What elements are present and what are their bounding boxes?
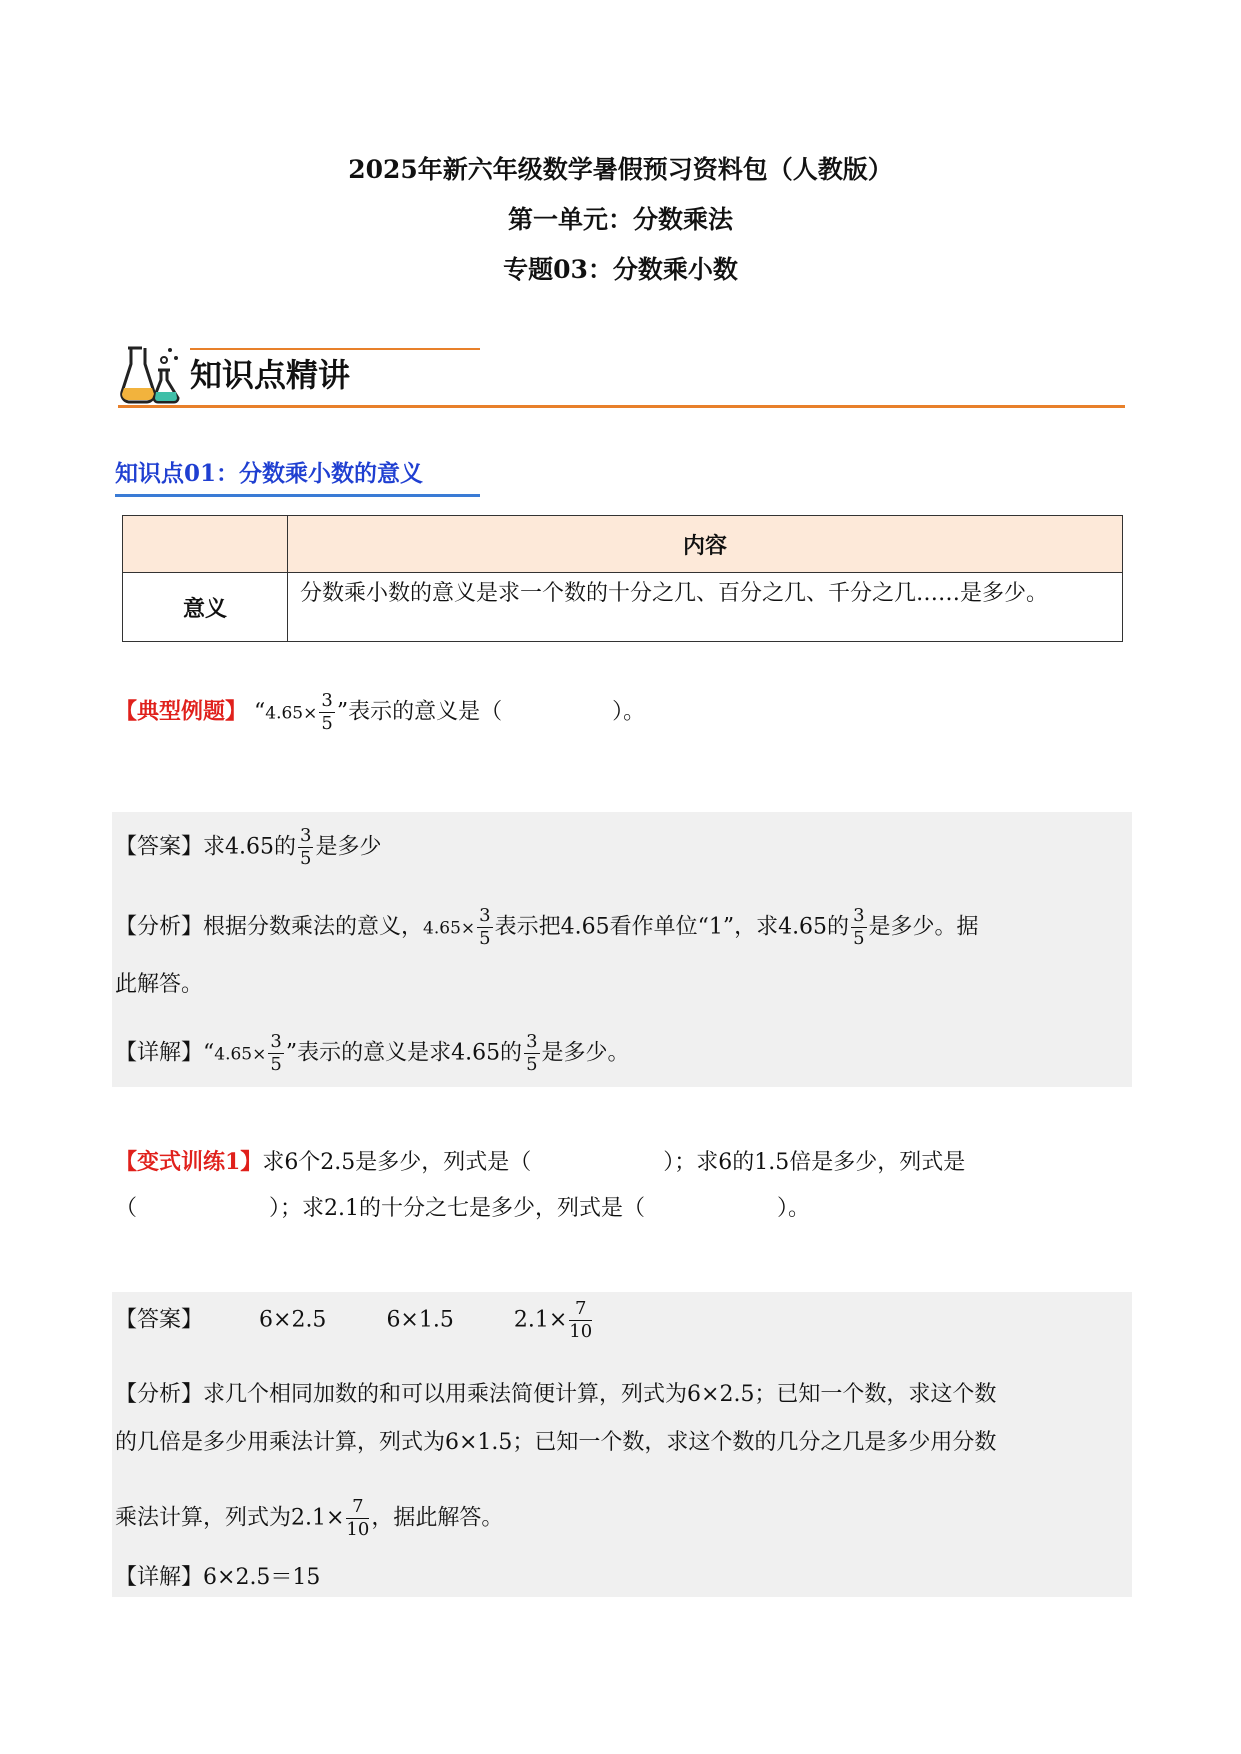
table-header-row <box>123 516 1123 573</box>
example-tag: 【典型例题】 <box>115 698 248 725</box>
variant-answer-3: 2.1× <box>513 1307 568 1333</box>
section-banner <box>118 338 1125 410</box>
table-row <box>123 573 1123 642</box>
answer-text-end: 是多少 <box>315 834 382 860</box>
detail-fraction-1: $\frac{3}{5}$ <box>270 1031 282 1075</box>
variant-analysis-line1 <box>115 1380 996 1410</box>
answer-fraction: $\frac{3}{5}$ <box>300 825 312 869</box>
analysis-fraction-1: $\frac{3}{5}$ <box>479 905 491 949</box>
analysis-expr: 4.65× <box>423 918 476 939</box>
example-answer <box>115 827 381 868</box>
knowledge-table <box>122 515 1123 642</box>
analysis-tag: 【分析】 <box>115 914 204 940</box>
example-quote-open: “ <box>254 699 266 725</box>
variant-question-line2: （ ）；求2.1的十分之七是多少，列式是（ ）。 <box>115 1196 810 1221</box>
analysis-text-2: 表示把4.65看作单位“1”，求4.65的 <box>494 914 850 940</box>
answer-tag: 【答案】 <box>115 834 204 860</box>
example-detail <box>115 1033 630 1074</box>
knowledge-point-underline <box>115 494 480 497</box>
variant-tag: 【变式训练1】 <box>115 1149 263 1175</box>
variant-analysis-line3 <box>115 1498 503 1539</box>
detail-expr: 4.65× <box>214 1044 267 1065</box>
knowledge-point-heading: 知识点01：分数乘小数的意义 <box>115 460 424 487</box>
variant-text-1: 求6个2.5是多少，列式是（ ）；求6的1.5倍是多少，列式是 <box>262 1150 966 1175</box>
variant-question-line1 <box>115 1147 965 1178</box>
variant-analysis-text-3-end: ，据此解答。 <box>371 1505 504 1531</box>
variant-answer-fraction: $\frac{7}{10}$ <box>569 1298 593 1342</box>
analysis-text-1: 根据分数乘法的意义， <box>203 914 424 940</box>
variant-detail <box>115 1563 320 1593</box>
example-question <box>115 692 645 733</box>
topic-title: 专题03：分数乘小数 <box>503 255 738 284</box>
analysis-fraction-2: $\frac{3}{5}$ <box>853 905 865 949</box>
variant-answer-1: 6×2.5 <box>259 1307 327 1333</box>
example-analysis <box>115 907 979 948</box>
detail-text-2: ”表示的意义是求4.65的 <box>285 1040 523 1066</box>
variant-answer-2: 6×1.5 <box>386 1307 454 1333</box>
variant-analysis-text-3: 乘法计算，列式为2.1× <box>115 1505 345 1531</box>
variant-detail-tag: 【详解】 <box>115 1565 204 1590</box>
answer-text: 求4.65的 <box>203 834 297 860</box>
example-fraction: $\frac{3}{5}$ <box>321 690 333 734</box>
variant-analysis-fraction: $\frac{7}{10}$ <box>346 1496 370 1540</box>
table-row-key: 意义 <box>123 573 288 642</box>
table-header-empty <box>123 516 288 573</box>
table-row-value: 分数乘小数的意义是求一个数的十分之几、百分之几、千分之几……是多少。 <box>288 573 1123 642</box>
variant-analysis-text-1: 求几个相同加数的和可以用乘法简便计算，列式为6×2.5；已知一个数，求这个数 <box>203 1382 997 1407</box>
detail-text-1: “ <box>203 1040 215 1066</box>
banner-title: 知识点精讲 <box>190 356 351 394</box>
table-header-content: 内容 <box>288 516 1123 573</box>
banner-rule <box>118 405 1125 408</box>
example-analysis-cont: 此解答。 <box>115 972 204 997</box>
analysis-text-3: 是多少。据 <box>868 914 979 940</box>
variant-analysis-line2: 的几倍是多少用乘法计算，列式为6×1.5；已知一个数，求这个数的几分之几是多少用分数 <box>115 1430 997 1455</box>
document-title: 2025年新六年级数学暑假预习资料包（人教版） <box>348 155 893 184</box>
lab-flask-icon <box>118 342 184 404</box>
variant-answer-tag: 【答案】 <box>115 1307 204 1333</box>
variant-answer <box>115 1300 594 1341</box>
detail-fraction-2: $\frac{3}{5}$ <box>526 1031 538 1075</box>
example-expr: 4.65× <box>265 703 318 724</box>
unit-title: 第一单元：分数乘法 <box>507 205 733 234</box>
detail-tag: 【详解】 <box>115 1040 204 1066</box>
variant-detail-text: 6×2.5＝15 <box>203 1565 321 1590</box>
detail-text-3: 是多少。 <box>541 1040 630 1066</box>
example-question-rest: ”表示的意义是（ ）。 <box>336 699 646 725</box>
variant-analysis-tag: 【分析】 <box>115 1382 204 1407</box>
